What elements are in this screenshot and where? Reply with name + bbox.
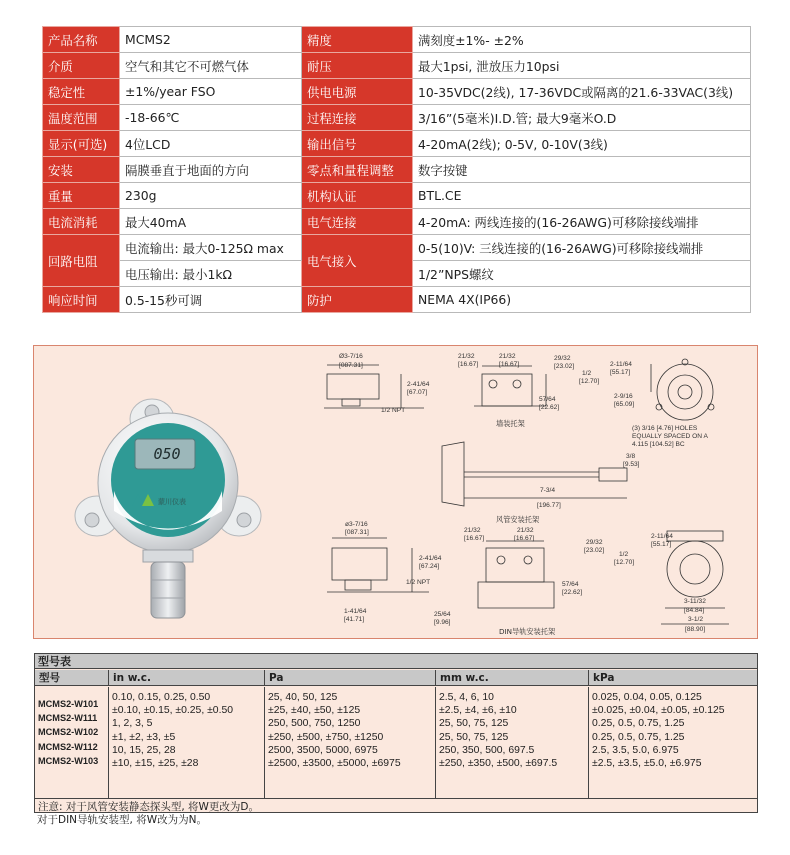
spec-row xyxy=(43,53,751,79)
pa-column xyxy=(265,687,436,798)
spec-value: 0.5-15秒可调 xyxy=(120,287,302,313)
caption-din: DIN导轨安装托架 xyxy=(499,627,556,636)
dim-label: [65.09] xyxy=(614,401,635,408)
spec-label: 精度 xyxy=(302,27,413,53)
dim-label: 57/64 xyxy=(562,581,579,588)
spec-value: 最大40mA xyxy=(120,209,302,235)
spec-value-elec-1: 0-5(10)V: 三线连接的(16-26AWG)可移除接线端排 xyxy=(413,235,751,261)
range-cell: ±25, ±40, ±50, ±125 xyxy=(268,705,361,717)
stem xyxy=(143,550,193,562)
side-view-body xyxy=(327,374,379,399)
range-cell: ±250, ±350, ±500, ±697.5 xyxy=(439,758,558,770)
range-cell: 0.25, 0.5, 0.75, 1.25 xyxy=(592,731,685,743)
dim-label: 2-9/16 xyxy=(614,393,633,400)
port-circle xyxy=(489,380,497,388)
port-circle xyxy=(513,380,521,388)
technical-drawing xyxy=(34,346,759,640)
dim-label: 3/8 xyxy=(626,453,636,460)
model-table-title: 型号表 xyxy=(35,654,757,669)
dim-label: [67.07] xyxy=(407,389,428,396)
header-model: 型号 xyxy=(35,670,109,686)
mount-hole xyxy=(237,513,251,527)
din-bracket-body xyxy=(486,548,544,582)
spec-row xyxy=(43,235,751,261)
dim-label: 2-41/64 xyxy=(419,555,442,562)
range-cell: 1, 2, 3, 5 xyxy=(112,718,153,730)
kpa-column xyxy=(589,687,757,798)
spec-label: 耐压 xyxy=(302,53,413,79)
spec-value: 隔膜垂直于地面的方向 xyxy=(120,157,302,183)
drawing-panel xyxy=(33,345,758,639)
header-kpa: kPa xyxy=(589,670,757,686)
spec-value: 3/16”(5毫米)I.D.管; 最大9毫米O.D xyxy=(413,105,751,131)
din-top-bracket xyxy=(667,531,723,541)
model-id-column xyxy=(35,687,109,798)
din-top-inner xyxy=(680,554,710,584)
model-table xyxy=(34,653,758,813)
spec-value: 230g xyxy=(120,183,302,209)
spec-row xyxy=(43,105,751,131)
model-id: MCMS2-W112 xyxy=(38,741,98,752)
dim-label: [196.77] xyxy=(537,502,561,509)
dim-label: 29/32 xyxy=(586,539,603,546)
range-cell: ±10, ±15, ±25, ±28 xyxy=(112,758,199,770)
transmitter-photo xyxy=(75,399,261,618)
mount-hole xyxy=(85,513,99,527)
top-view-outer xyxy=(657,364,713,420)
dim-label: [84.84] xyxy=(684,607,705,614)
spec-value: 最大1psi, 泄放压力10psi xyxy=(413,53,751,79)
probe-tip xyxy=(599,468,627,481)
range-cell: 0.10, 0.15, 0.25, 0.50 xyxy=(112,692,211,703)
model-id: MCMS2-W101 xyxy=(38,699,99,709)
spec-value: 数字按键 xyxy=(413,157,751,183)
dim-label: 1/2 NPT xyxy=(406,579,431,586)
spec-row xyxy=(43,27,751,53)
top-view-inner xyxy=(668,375,702,409)
dim-label: ø3-7/16 xyxy=(345,521,368,528)
dim-label: 1/2 xyxy=(582,370,592,377)
range-cell: 2.5, 3.5, 5.0, 6.975 xyxy=(592,744,679,756)
dim-label: [087.31] xyxy=(339,362,363,369)
spec-label: 温度范围 xyxy=(43,105,120,131)
dim-label: 21/32 xyxy=(464,527,481,534)
spec-value: 10-35VDC(2线), 17-36VDC或隔离的21.6-33VAC(3线) xyxy=(413,79,751,105)
spec-value: NEMA 4X(IP66) xyxy=(413,287,751,313)
dim-label: 21/32 xyxy=(458,353,475,360)
range-cell: ±2500, ±3500, ±5000, ±6975 xyxy=(268,758,401,770)
spec-label-elec: 电气接入 xyxy=(302,235,413,287)
dim-label: [16.67] xyxy=(464,535,485,542)
spec-label: 产品名称 xyxy=(43,27,120,53)
spec-label: 安装 xyxy=(43,157,120,183)
bracket-body xyxy=(482,374,532,406)
dim-label: 2-11/64 xyxy=(651,533,673,540)
spec-row xyxy=(43,183,751,209)
spec-value: 4-20mA: 两线连接的(16-26AWG)可移除接线端排 xyxy=(413,209,751,235)
dim-label: 4.115 [104.52] BC xyxy=(632,441,685,448)
dim-label: [16.67] xyxy=(499,361,520,368)
spec-value-elec-2: 1/2”NPS螺纹 xyxy=(413,261,751,287)
duct-mount-body xyxy=(442,442,464,506)
dim-label: 2-11/64 xyxy=(610,361,632,368)
model-id: MCMS2-W102 xyxy=(38,727,99,738)
spec-value: BTL.CE xyxy=(413,183,751,209)
side-view-port xyxy=(342,399,360,406)
spec-value: 4-20mA(2线); 0-5V, 0-10V(3线) xyxy=(413,131,751,157)
header-inwc: in w.c. xyxy=(109,670,265,686)
dim-label: (3) 3/16 [4.76] HOLES xyxy=(632,425,698,432)
spec-label: 介质 xyxy=(43,53,120,79)
dim-label: 1/2 NPT xyxy=(381,407,406,414)
spec-value: 满刻度±1%- ±2% xyxy=(413,27,751,53)
dim-label: 7-3/4 xyxy=(540,487,556,494)
spec-label: 重量 xyxy=(43,183,120,209)
spec-label: 机构认证 xyxy=(302,183,413,209)
top-view-hub xyxy=(678,385,692,399)
range-cell: 0.025, 0.04, 0.05, 0.125 xyxy=(592,692,702,703)
spec-label-loop: 回路电阻 xyxy=(43,235,120,287)
range-cell: 250, 350, 500, 697.5 xyxy=(439,744,535,756)
spec-label: 响应时间 xyxy=(43,287,120,313)
spec-value: 空气和其它不可燃气体 xyxy=(120,53,302,79)
mmwc-column xyxy=(436,687,589,798)
model-id: MCMS2-W111 xyxy=(38,713,98,724)
dim-label: Ø3-7/16 xyxy=(339,353,363,360)
range-cell: 25, 40, 50, 125 xyxy=(268,692,338,703)
spec-value: MCMS2 xyxy=(120,27,302,53)
dim-label: [12.70] xyxy=(614,559,635,566)
dim-label: [9.96] xyxy=(434,619,451,626)
caption-wall: 墙装托架 xyxy=(496,419,525,428)
dim-label: 1-41/64 xyxy=(344,608,367,615)
dim-label: 21/32 xyxy=(517,527,534,534)
model-id: MCMS2-W103 xyxy=(38,755,99,766)
dim-label: [67.24] xyxy=(419,563,440,570)
range-cell: ±2.5, ±3.5, ±5.0, ±6.975 xyxy=(592,758,702,770)
spec-row xyxy=(43,79,751,105)
dim-label: [9.53] xyxy=(623,461,640,468)
dim-label: 25/64 xyxy=(434,611,451,618)
port-circle xyxy=(524,556,532,564)
range-cell: 10, 15, 25, 28 xyxy=(112,744,176,756)
range-cell: 2500, 3500, 5000, 6975 xyxy=(268,744,378,756)
spec-label: 稳定性 xyxy=(43,79,120,105)
din-side-body xyxy=(332,548,387,580)
dim-label: 29/32 xyxy=(554,355,571,362)
dim-label: [23.02] xyxy=(554,363,575,370)
range-cell: ±0.10, ±0.15, ±0.25, ±0.50 xyxy=(112,705,234,717)
dim-label: [22.62] xyxy=(539,404,560,411)
note-din: 对于DIN导轨安装型, 将W改为为N。 xyxy=(37,814,207,826)
dim-label: 21/32 xyxy=(499,353,516,360)
dim-label: 57/64 xyxy=(539,396,556,403)
brand-name: 蒙川仪表 xyxy=(158,498,186,506)
dim-label: 2-41/64 xyxy=(407,381,430,388)
caption-duct: 风管安装托架 xyxy=(496,515,540,524)
range-cell: ±0.025, ±0.04, ±0.05, ±0.125 xyxy=(592,705,725,717)
range-cell: 2.5, 4, 6, 10 xyxy=(439,692,494,703)
line-drawings xyxy=(324,359,729,624)
dim-label: 3-11/32 xyxy=(684,598,706,605)
range-cell: ±250, ±500, ±750, ±1250 xyxy=(268,731,384,743)
dimension-labels xyxy=(339,353,708,633)
spec-label: 输出信号 xyxy=(302,131,413,157)
header-pa: Pa xyxy=(265,670,436,686)
dim-label: [41.71] xyxy=(344,616,365,623)
header-mmwc: mm w.c. xyxy=(436,670,589,686)
cable-gland xyxy=(151,562,185,618)
dim-label: [55.17] xyxy=(610,369,631,376)
dim-label: [16.67] xyxy=(514,535,535,542)
dim-label: [16.67] xyxy=(458,361,479,368)
range-cell: 25, 50, 75, 125 xyxy=(439,731,509,743)
dim-label: [22.62] xyxy=(562,589,583,596)
range-cell: 25, 50, 75, 125 xyxy=(439,718,509,730)
din-side-port xyxy=(345,580,371,590)
lcd-readout: 050 xyxy=(153,445,181,463)
dim-label: [087.31] xyxy=(345,529,369,536)
spec-value-loop-current: 电流输出: 最大0-125Ω max xyxy=(120,235,302,261)
spec-value: ±1%/year FSO xyxy=(120,79,302,105)
port-circle xyxy=(497,556,505,564)
spec-label: 供电电源 xyxy=(302,79,413,105)
spec-row xyxy=(43,287,751,313)
spec-label: 过程连接 xyxy=(302,105,413,131)
model-notes xyxy=(35,798,757,813)
din-top-outer xyxy=(667,541,723,597)
range-cell: ±1, ±2, ±3, ±5 xyxy=(112,731,176,743)
spec-row xyxy=(43,131,751,157)
spec-row xyxy=(43,157,751,183)
spec-label: 电流消耗 xyxy=(43,209,120,235)
spec-label: 显示(可选) xyxy=(43,131,120,157)
dim-label: [12.70] xyxy=(579,378,600,385)
range-cell: ±2.5, ±4, ±6, ±10 xyxy=(439,705,517,717)
spec-label: 零点和量程调整 xyxy=(302,157,413,183)
spec-row xyxy=(43,209,751,235)
spec-value-loop-voltage: 电压输出: 最小1kΩ xyxy=(120,261,302,287)
spec-label: 电气连接 xyxy=(302,209,413,235)
range-cell: 250, 500, 750, 1250 xyxy=(268,718,361,730)
note-duct: 注意: 对于风管安装静态探头型, 将W更改为D。 xyxy=(38,801,260,813)
dim-label: [23.02] xyxy=(584,547,605,554)
dim-label: 1/2 xyxy=(619,551,629,558)
spec-label: 防护 xyxy=(302,287,413,313)
spec-table xyxy=(42,26,751,313)
dim-label: [55.17] xyxy=(651,541,672,548)
dim-label: [88.90] xyxy=(685,626,706,633)
dim-label: 3-1/2 xyxy=(688,616,704,623)
spec-value: -18-66℃ xyxy=(120,105,302,131)
din-clip xyxy=(478,582,554,608)
range-cell: 0.25, 0.5, 0.75, 1.25 xyxy=(592,718,685,730)
inwc-column xyxy=(109,687,265,798)
spec-value: 4位LCD xyxy=(120,131,302,157)
dim-label: EQUALLY SPACED ON A xyxy=(632,433,708,440)
